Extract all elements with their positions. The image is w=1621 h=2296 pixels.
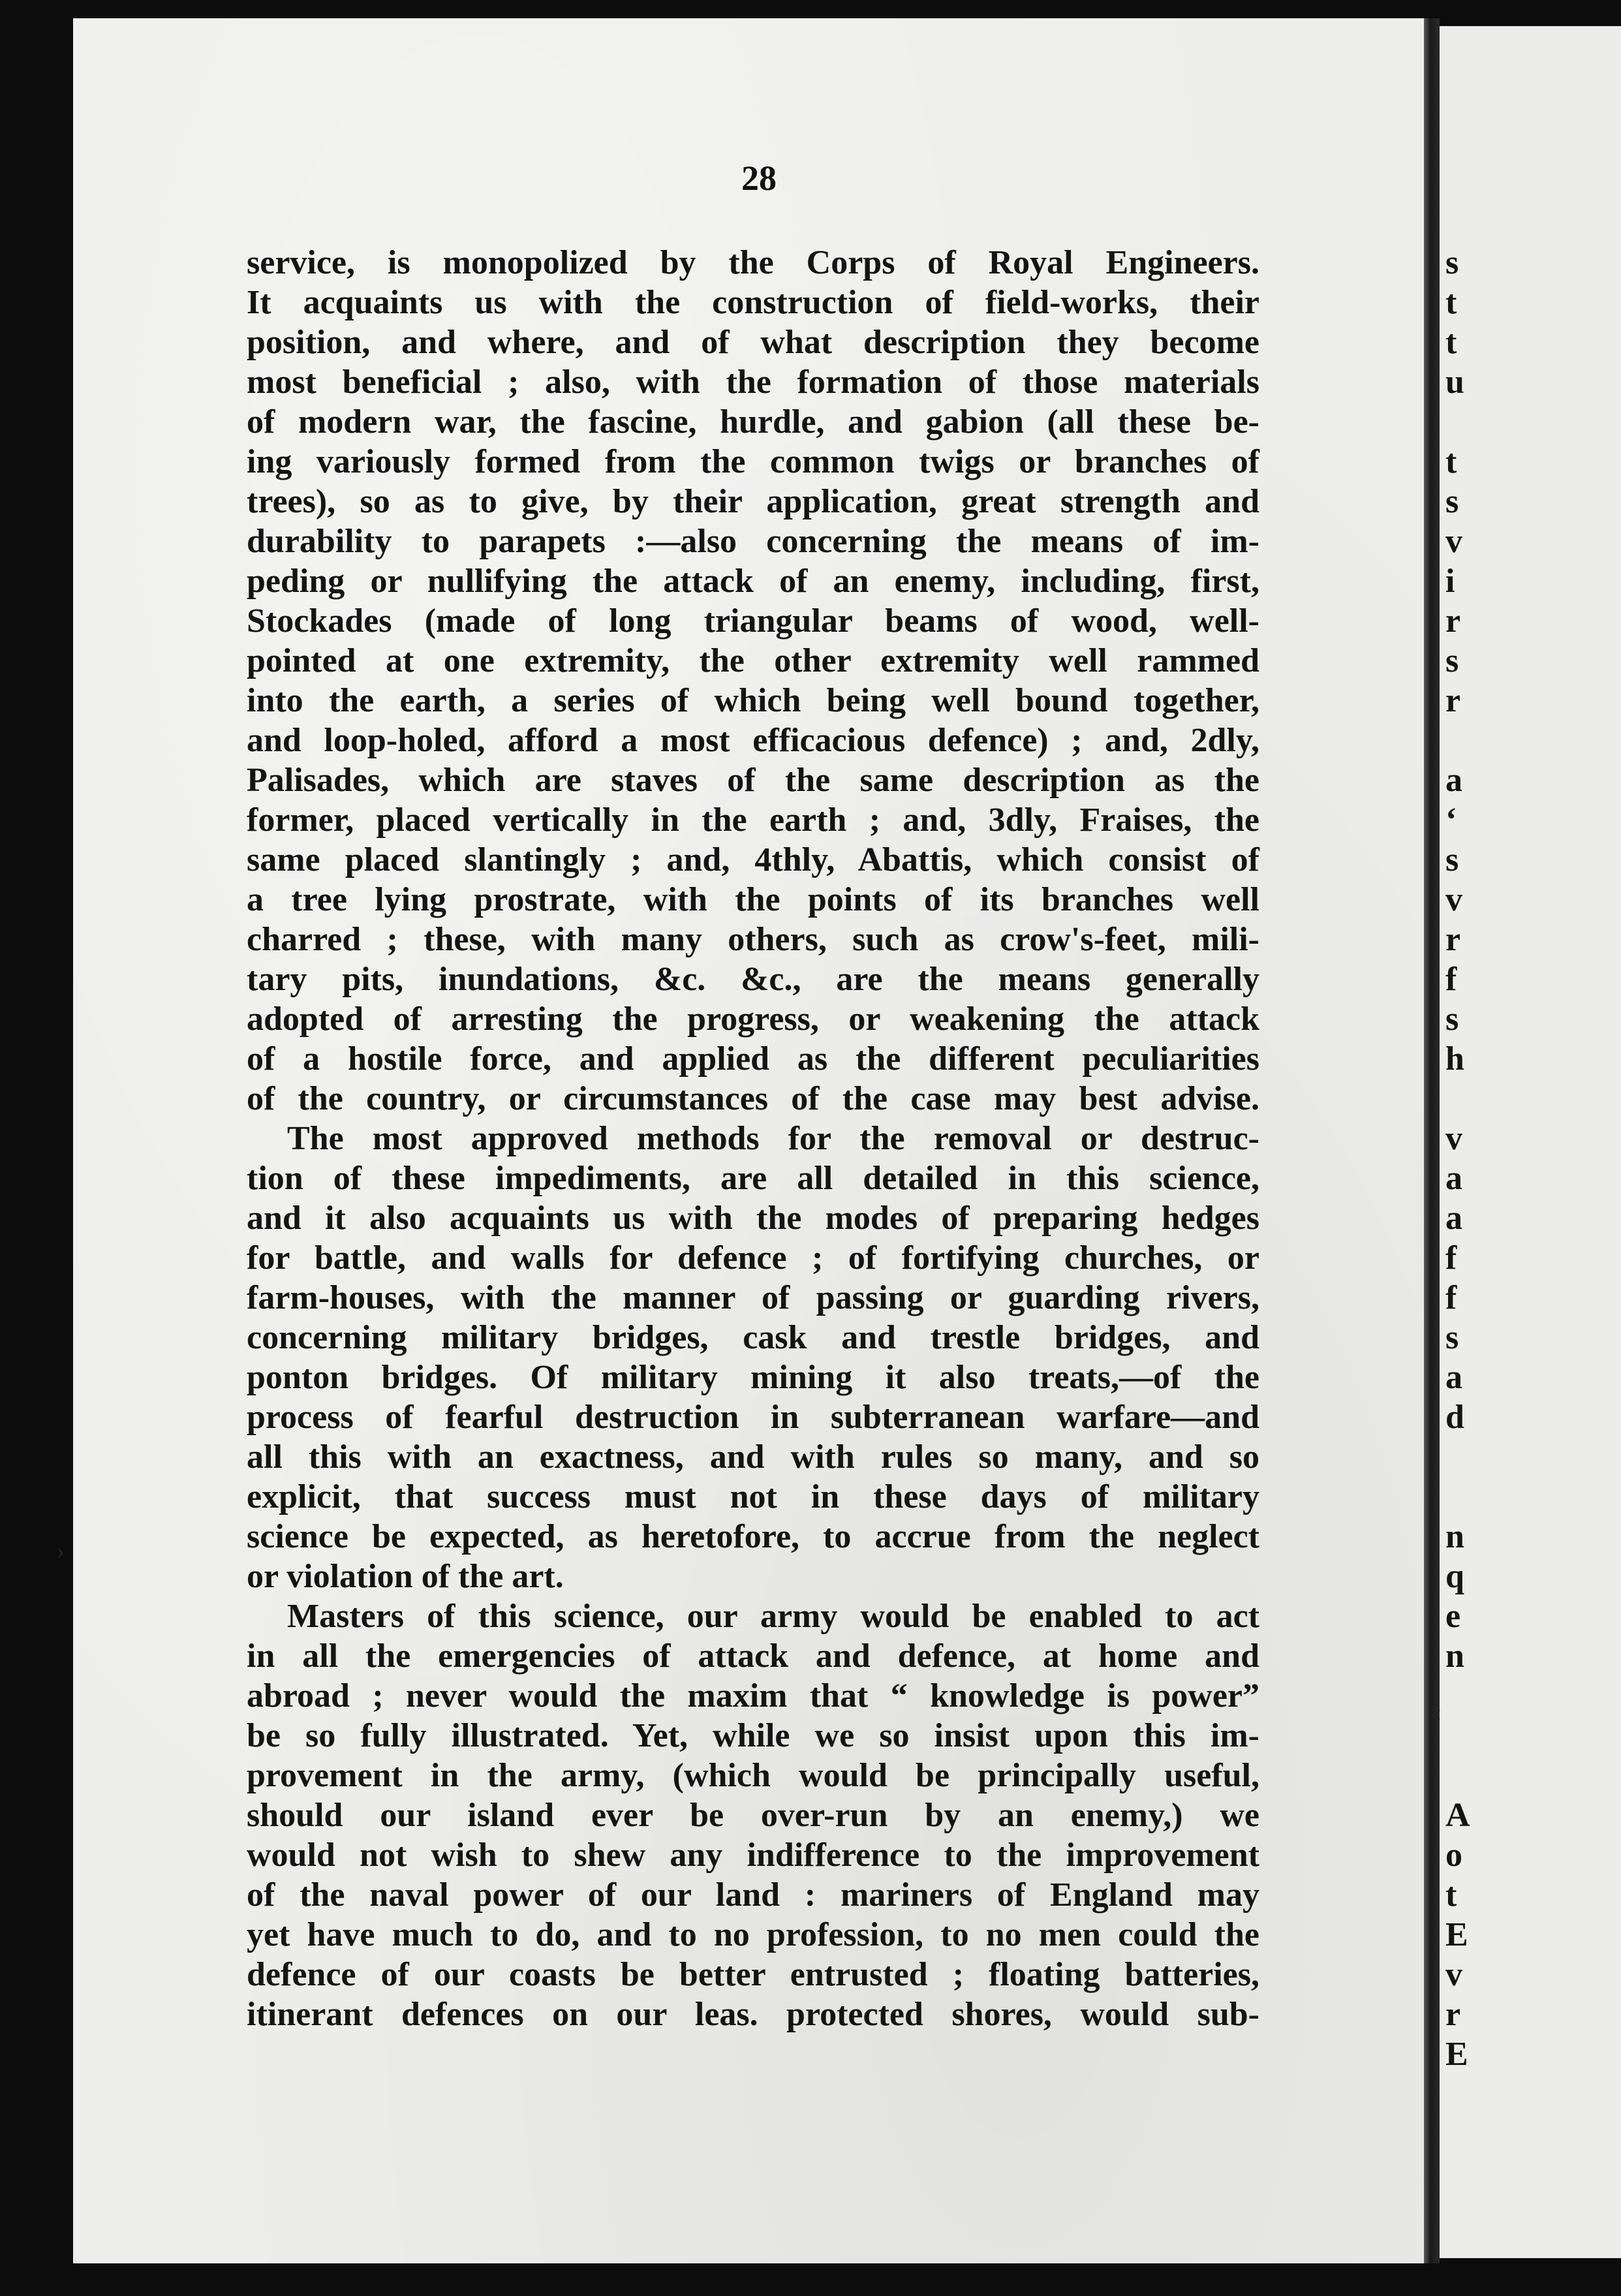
text-line: charred ; these, with many others, such as crow's-feet, mili-: [247, 921, 1259, 958]
text-line: should our island ever be over-run by an enemy,) we: [247, 1797, 1259, 1834]
text-line: farm-houses, with the manner of passing or guarding rivers,: [247, 1279, 1259, 1316]
facing-letter: [1445, 721, 1485, 760]
margin-mark: ›: [56, 1536, 65, 1565]
text-line: durability to parapets :—also concerning the means of im-: [247, 523, 1259, 560]
text-line: would not wish to shew any indifference to the improvement: [247, 1837, 1259, 1874]
text-line: It acquaints us with the construction of field-works, their: [247, 284, 1259, 321]
facing-letter: v: [1445, 523, 1462, 560]
text-line: abroad ; never would the maxim that “ knowledge is power”: [247, 1677, 1259, 1714]
facing-letter: s: [1445, 642, 1459, 679]
text-line: a tree lying prostrate, with the points of its branches well: [247, 881, 1259, 918]
text-line: tary pits, inundations, &c. &c., are the means generally: [247, 961, 1259, 998]
facing-letter: f: [1445, 961, 1457, 998]
facing-letter: s: [1445, 1001, 1459, 1038]
facing-letter: f: [1445, 1239, 1457, 1277]
text-line: science be expected, as heretofore, to accrue from the neglect: [247, 1518, 1259, 1555]
text-line: process of fearful destruction in subterranean warfare—and: [247, 1399, 1259, 1436]
facing-letter: E: [1445, 1916, 1468, 1953]
text-line: tion of these impediments, are all detailed in this science,: [247, 1160, 1259, 1197]
facing-letter: ‘: [1445, 801, 1457, 839]
facing-letter: o: [1445, 1837, 1462, 1874]
text-line: Stockades (made of long triangular beams of wood, well-: [247, 602, 1259, 640]
facing-letter: [1445, 1756, 1485, 1795]
facing-letter: n: [1445, 1637, 1464, 1675]
text-line: pointed at one extremity, the other extremity well rammed: [247, 642, 1259, 679]
text-line: of the naval power of our land : mariners of England may: [247, 1876, 1259, 1914]
facing-letter: q: [1445, 1558, 1464, 1595]
facing-letter: d: [1445, 1399, 1464, 1436]
facing-letter: a: [1445, 1160, 1462, 1197]
text-line: most beneficial ; also, with the formation of those materials: [247, 364, 1259, 401]
facing-letter: r: [1445, 921, 1461, 958]
facing-letter: v: [1445, 1956, 1462, 1993]
facing-letter: [1445, 1716, 1485, 1756]
facing-letter: E: [1445, 2036, 1468, 2073]
facing-letter: r: [1445, 1996, 1461, 2033]
facing-letter: s: [1445, 841, 1459, 878]
text-line: former, placed vertically in the earth ; and, 3dly, Fraises, the: [247, 801, 1259, 839]
facing-page-text: [1445, 243, 1485, 2074]
facing-letter: a: [1445, 1200, 1462, 1237]
facing-letter: t: [1445, 324, 1457, 361]
text-line: position, and where, and of what description they become: [247, 324, 1259, 361]
facing-letter: i: [1445, 563, 1455, 600]
text-line: all this with an exactness, and with rules so many, and so: [247, 1438, 1259, 1476]
text-line: itinerant defences on our leas. protected shores, would sub-: [247, 1996, 1259, 2033]
text-line: explicit, that success must not in these days of military: [247, 1478, 1259, 1515]
text-line: Masters of this science, our army would be enabled to act: [287, 1598, 1259, 1635]
facing-letter: t: [1445, 1876, 1457, 1914]
facing-letter: a: [1445, 1359, 1462, 1396]
body-text: [247, 243, 1259, 2034]
text-line: and loop-holed, afford a most efficacious defence) ; and, 2dly,: [247, 722, 1259, 759]
text-line: defence of our coasts be better entrusted ; floating batteries,: [247, 1956, 1259, 1993]
facing-letter: n: [1445, 1518, 1464, 1555]
text-line: of the country, or circumstances of the case may best advise.: [247, 1080, 1259, 1117]
facing-letter: v: [1445, 881, 1462, 918]
facing-letter: [1445, 1437, 1485, 1477]
text-line: and it also acquaints us with the modes of preparing hedges: [247, 1200, 1259, 1237]
text-line: trees), so as to give, by their application, great strength and: [247, 483, 1259, 520]
text-line: concerning military bridges, cask and trestle bridges, and: [247, 1319, 1259, 1356]
book-gutter: [1424, 18, 1440, 2263]
facing-letter: h: [1445, 1040, 1464, 1078]
facing-letter: s: [1445, 483, 1459, 520]
text-line: or violation of the art.: [247, 1558, 564, 1595]
facing-letter: t: [1445, 443, 1457, 480]
text-line: in all the emergencies of attack and defence, at home and: [247, 1637, 1259, 1675]
text-line: yet have much to do, and to no profession, to no men could the: [247, 1916, 1259, 1953]
facing-letter: a: [1445, 762, 1462, 799]
text-line: Palisades, which are staves of the same description as the: [247, 762, 1259, 799]
page-number: 28: [741, 159, 777, 198]
text-line: ing variously formed from the common twigs or branches of: [247, 443, 1259, 480]
text-line: ponton bridges. Of military mining it also treats,—of the: [247, 1359, 1259, 1396]
facing-letter: A: [1445, 1797, 1470, 1834]
text-line: adopted of arresting the progress, or weakening the attack: [247, 1001, 1259, 1038]
text-line: peding or nullifying the attack of an enemy, including, first,: [247, 563, 1259, 600]
text-line: provement in the army, (which would be principally useful,: [247, 1757, 1259, 1794]
facing-letter: s: [1445, 1319, 1459, 1356]
text-line: into the earth, a series of which being well bound together,: [247, 682, 1259, 719]
facing-letter: v: [1445, 1120, 1462, 1157]
facing-letter: e: [1445, 1598, 1461, 1635]
text-line: of a hostile force, and applied as the different peculiarities: [247, 1040, 1259, 1078]
facing-letter: r: [1445, 682, 1461, 719]
facing-letter: u: [1445, 364, 1464, 401]
facing-letter: t: [1445, 284, 1457, 321]
margin-mark: ‹: [1433, 1698, 1442, 1727]
text-line: service, is monopolized by the Corps of Royal Engineers.: [247, 244, 1259, 281]
facing-letter: [1445, 1676, 1485, 1716]
text-line: be so fully illustrated. Yet, while we so insist upon this im-: [247, 1717, 1259, 1754]
facing-letter: r: [1445, 602, 1461, 640]
facing-letter: [1445, 402, 1485, 442]
facing-letter: f: [1445, 1279, 1457, 1316]
text-line: same placed slantingly ; and, 4thly, Abattis, which consist of: [247, 841, 1259, 878]
text-line: The most approved methods for the removal or destruc-: [287, 1120, 1259, 1157]
facing-letter: [1445, 1079, 1485, 1119]
text-line: for battle, and walls for defence ; of fortifying churches, or: [247, 1239, 1259, 1277]
facing-letter: s: [1445, 244, 1459, 281]
facing-letter: [1445, 1477, 1485, 1517]
text-line: of modern war, the fascine, hurdle, and gabion (all these be-: [247, 403, 1259, 441]
